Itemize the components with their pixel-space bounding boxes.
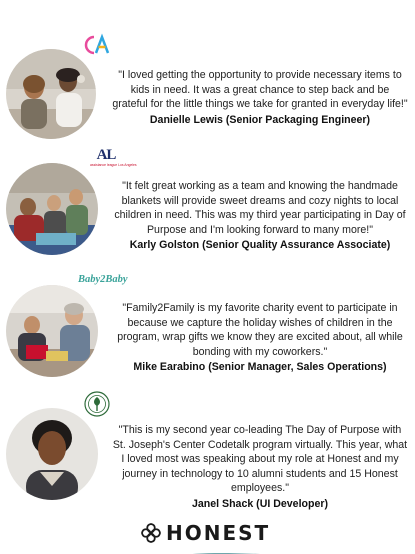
quote-author: Karly Golston (Senior Quality Assurance Associate): [129, 239, 391, 252]
quote-text: "I loved getting the opportunity to provide necessary items to kids in need. It was a great chance to step back and be grateful for the little things we take for granted in everyday life!": [112, 69, 408, 111]
al-logo-letters: AL: [96, 147, 116, 163]
testimonial-quote-3: [112, 301, 408, 375]
footer-brand: [0, 516, 415, 554]
quote-text: "Family2Family is my favorite charity event to participate in because we capture the holiday wishes of children in the program, wrap gifts we know they are excited about, all while bonding with my coworkers.": [117, 302, 403, 358]
employee-photo-janel: [6, 408, 98, 500]
employee-photo-karly: [6, 163, 98, 255]
testimonial-quote-2: [112, 179, 408, 253]
al-logo-subtext: assistance league Los Angeles: [90, 163, 137, 167]
testimonial-quote-4: [112, 423, 408, 512]
baby2baby-logo-text: Baby2Baby: [78, 274, 128, 285]
st-josephs-center-logo-icon: [84, 391, 110, 417]
employee-photo-mike: [6, 285, 98, 377]
testimonial-quote-1: [112, 68, 408, 127]
group-photo-illustration: [6, 285, 98, 377]
honest-wordmark: HONEST: [166, 521, 271, 545]
group-photo-illustration: [6, 163, 98, 255]
honest-flower-icon: [140, 522, 162, 544]
baby2baby-logo-icon: [78, 273, 130, 289]
quote-text: "This is my second year co-leading The Day of Purpose with St. Joseph's Center Codetalk program virtually. This year, what I loved most was speaking about my role at Honest and my journey in technology to 10 alumni students and 15 Honest employees.": [112, 424, 408, 495]
colorful-ca-logo-icon: [82, 33, 112, 57]
al-logo-icon: [90, 147, 137, 174]
group-photo-illustration: [6, 49, 96, 139]
quote-author: Mike Earabino (Senior Manager, Sales Operations): [133, 361, 387, 374]
employee-photo-danielle: [6, 49, 96, 139]
brand-swoosh-decoration: [170, 546, 265, 554]
portrait-illustration: [6, 408, 98, 500]
quote-author: Janel Shack (UI Developer): [191, 497, 328, 510]
quote-text: "It felt great working as a team and knowing the handmade blankets will provide sweet dreams and cozy nights to local children in need. This was my third year participating in Day of Purpose and I'm looking forward to many more!": [114, 180, 406, 236]
quote-author: Danielle Lewis (Senior Packaging Engineer): [149, 113, 371, 126]
